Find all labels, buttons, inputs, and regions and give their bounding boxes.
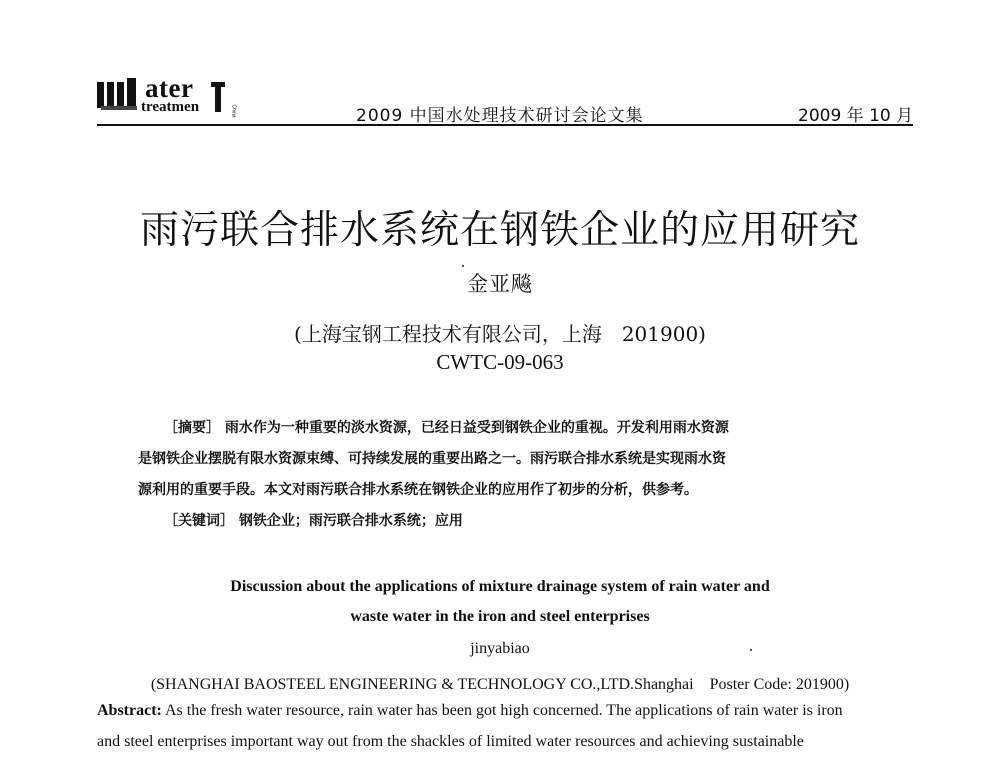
english-abstract-line-2: and steel enterprises important way out from the shackles of limited water resources and achieving sustainable bbox=[97, 733, 804, 750]
english-title-line-1: Discussion about the applications of mixture drainage system of rain water and bbox=[230, 578, 770, 595]
english-abstract-line-1 bbox=[97, 702, 913, 720]
abstract-cn-line-1: ［摘要］ 雨水作为一种重要的淡水资源，已经日益受到钢铁企业的重视。开发利用雨水资源 bbox=[164, 420, 729, 436]
paper-id: CWTC-09-063 bbox=[436, 350, 564, 374]
journal-logo bbox=[97, 73, 237, 124]
logo-text-china: China bbox=[230, 104, 237, 118]
scan-speck bbox=[462, 265, 464, 267]
logo-text-treatment: treatmen bbox=[141, 99, 200, 115]
keywords-cn: ［关键词］ 钢铁企业；雨污联合排水系统；应用 bbox=[164, 513, 463, 529]
logo-t-icon bbox=[211, 82, 225, 112]
paper-author: 金亚飚 bbox=[467, 272, 533, 296]
abstract-label: Abstract: bbox=[97, 702, 162, 719]
paper-title: 雨污联合排水系统在钢铁企业的应用研究 bbox=[139, 208, 860, 253]
conference-title: 2009 中国水处理技术研讨会论文集 bbox=[356, 106, 644, 126]
abstract-cn-line-2: 是钢铁企业摆脱有限水资源束缚、可持续发展的重要出路之一。雨污联合排水系统是实现雨水资 bbox=[138, 451, 726, 467]
english-abstract-text-1: As the fresh water resource, rain water has been got high concerned. The applications of rain water is iron bbox=[161, 702, 843, 719]
scan-speck bbox=[750, 649, 752, 651]
abstract-cn-line-3: 源利用的重要手段。本文对雨污联合排水系统在钢铁企业的应用作了初步的分析，供参考。 bbox=[138, 482, 698, 498]
english-affiliation: (SHANGHAI BAOSTEEL ENGINEERING & TECHNOLOGY CO.,LTD.Shanghai Poster Code: 201900) bbox=[150, 676, 850, 693]
header-rule bbox=[97, 124, 913, 126]
english-title-line-2: waste water in the iron and steel enterprises bbox=[350, 608, 650, 625]
english-author: jinyabiao bbox=[470, 640, 530, 657]
paper-affiliation: (上海宝钢工程技术有限公司，上海 201900) bbox=[294, 322, 706, 346]
header-date: 2009 年 10 月 bbox=[798, 106, 914, 126]
logo-w-icon bbox=[97, 78, 145, 118]
logo-text-ater: ater bbox=[145, 73, 194, 103]
